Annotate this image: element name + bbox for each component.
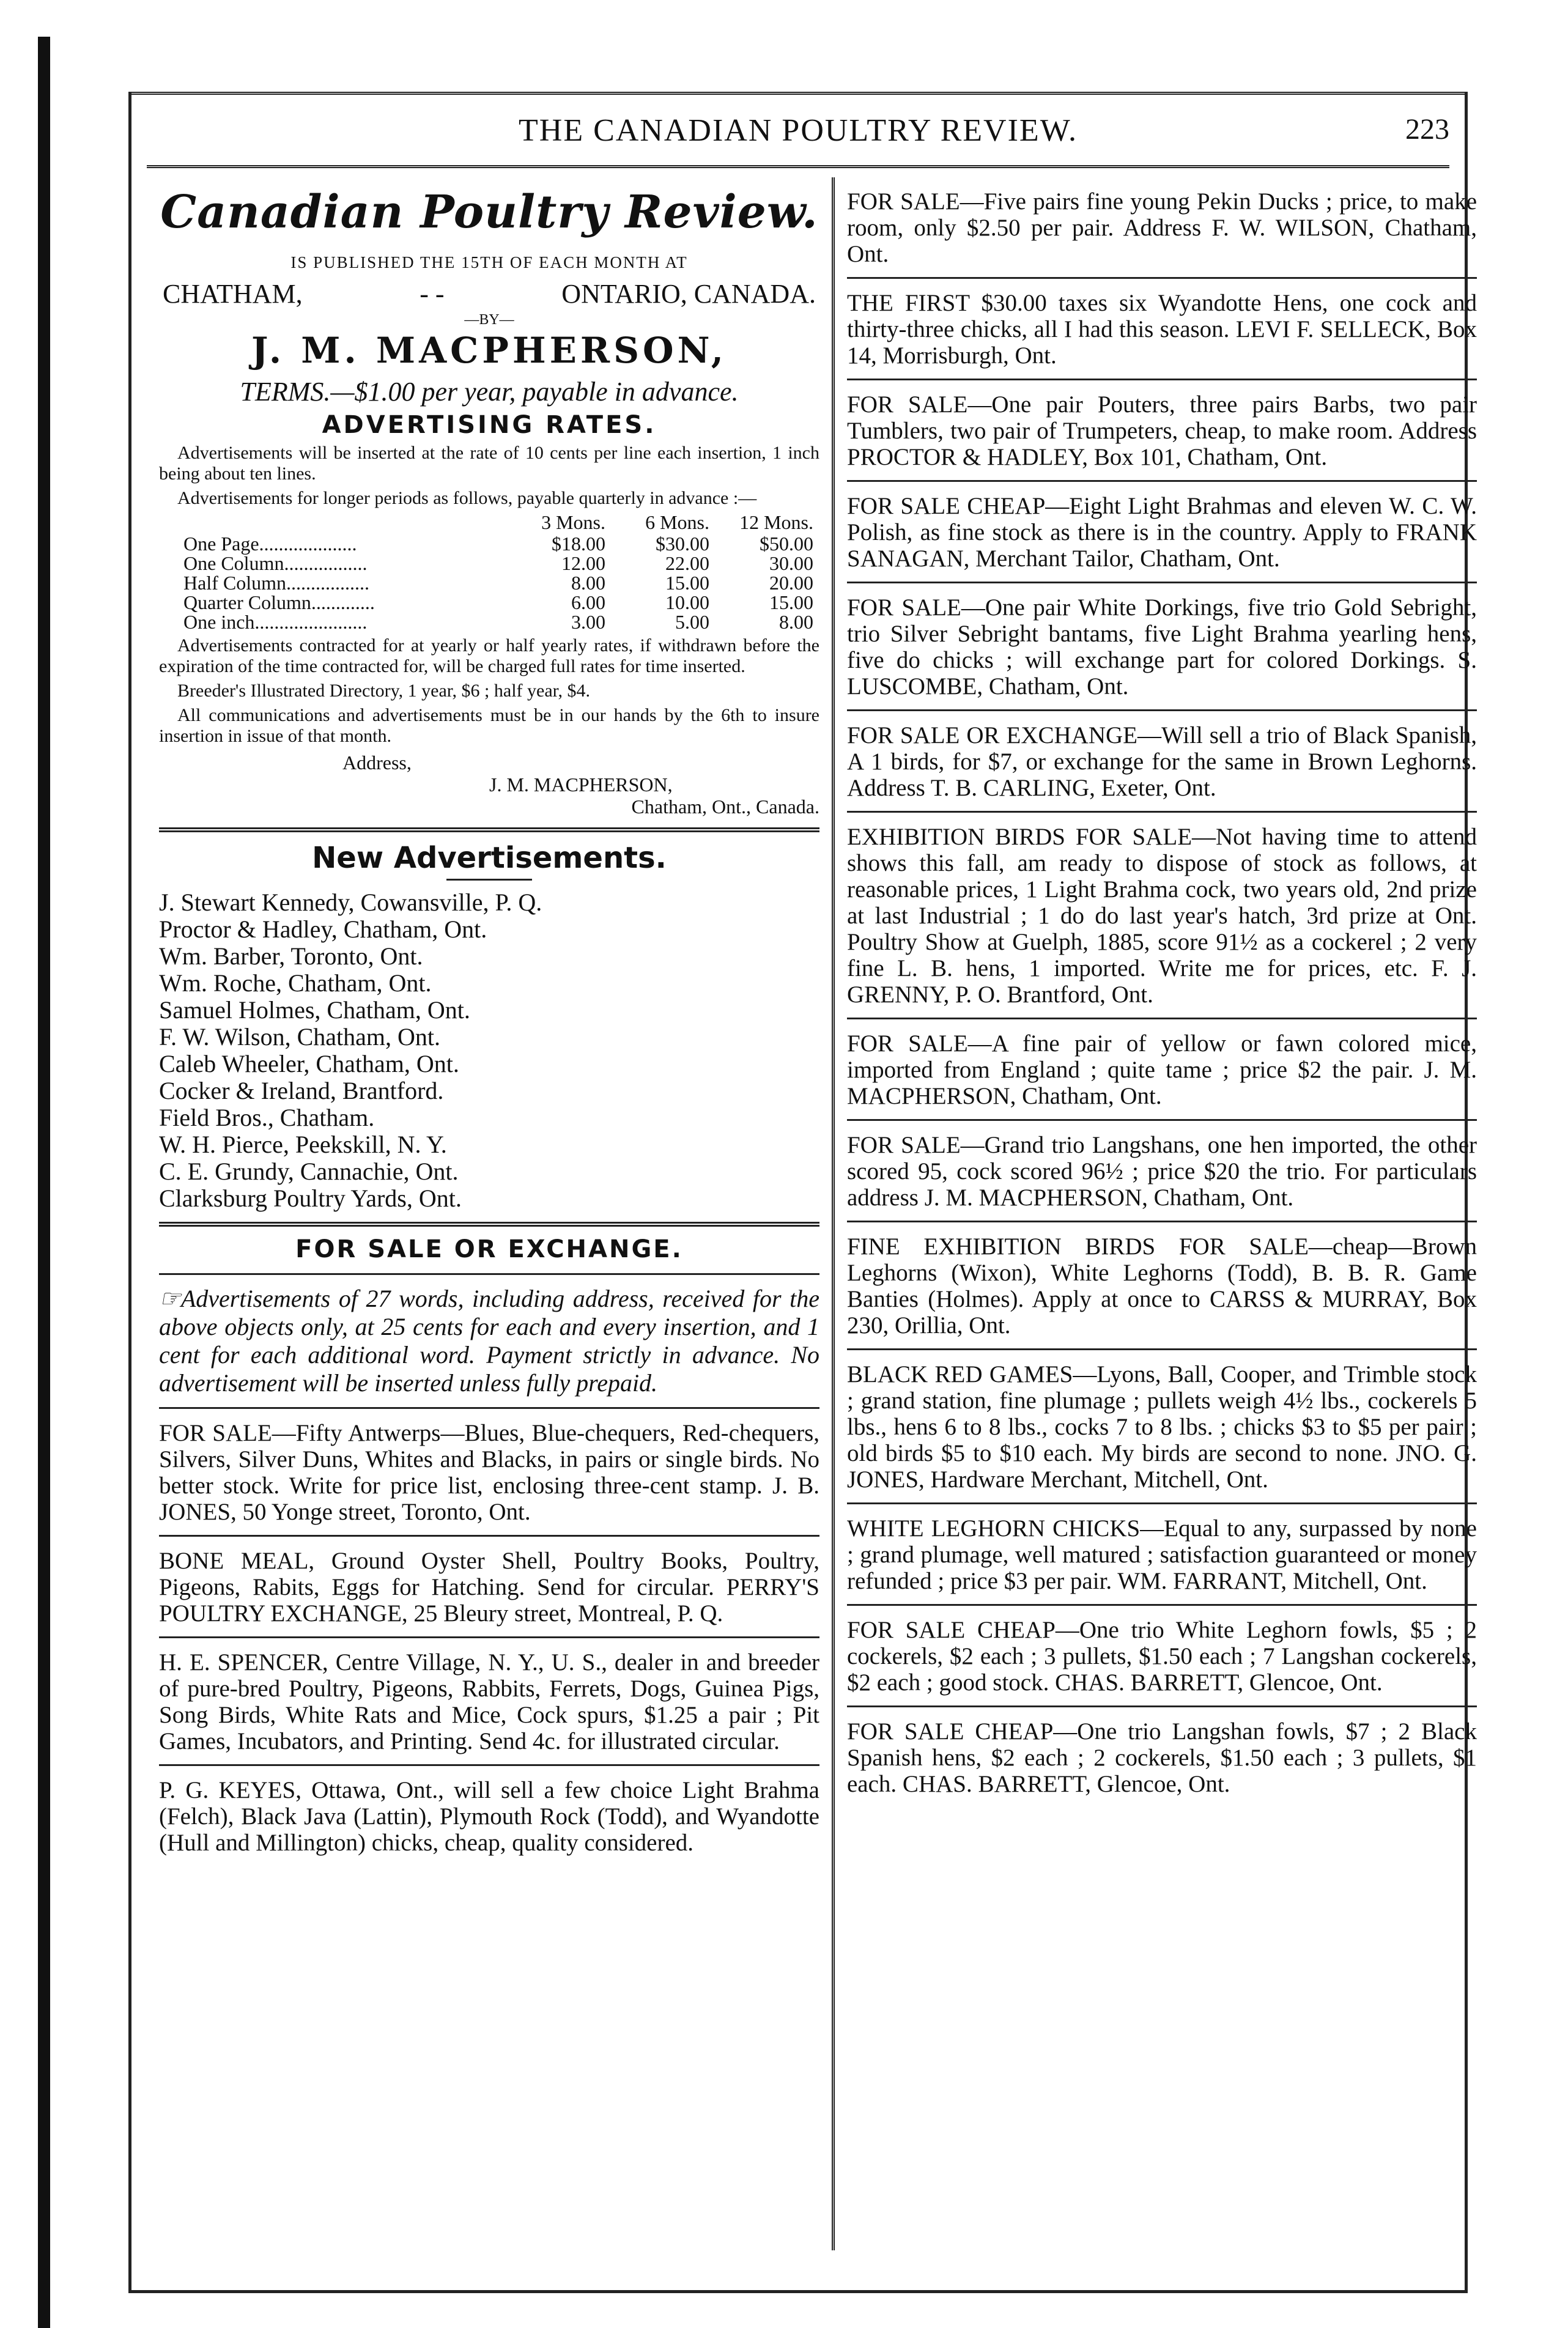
ad-rule xyxy=(847,277,1477,279)
list-item: Caleb Wheeler, Chatham, Ont. xyxy=(159,1050,459,1077)
rates-3m: $18.00 xyxy=(552,533,605,555)
ad-rule xyxy=(847,1119,1477,1121)
rates-12m: $50.00 xyxy=(760,533,813,555)
classified-ad: BONE MEAL, Ground Oyster Shell, Poultry Books, Poultry, Pigeons, Rabits, Eggs for Hatching. Send for circular. PERRY'S POULTRY EXCHANGE, 25 Bleury street, Montreal, P. Q. xyxy=(159,1548,819,1627)
scan-edge-bar xyxy=(38,37,50,2328)
rates-row xyxy=(159,612,819,632)
rates-item: One inch....................... xyxy=(183,611,368,633)
ad-rule xyxy=(847,1502,1477,1504)
page-number: 223 xyxy=(1405,113,1449,146)
left-column xyxy=(159,177,819,2250)
list-item: Samuel Holmes, Chatham, Ont. xyxy=(159,996,470,1024)
rates-item: Half Column................. xyxy=(183,572,369,594)
rates-12m: 20.00 xyxy=(769,572,813,594)
terms: TERMS.—$1.00 per year, payable in advance. xyxy=(240,377,739,407)
ad-rule xyxy=(847,1221,1477,1222)
ad-rule xyxy=(847,1018,1477,1019)
new-ads-heading: New Advertisements. xyxy=(312,841,667,875)
list-item: Wm. Roche, Chatham, Ont. xyxy=(159,969,432,997)
list-item: F. W. Wilson, Chatham, Ont. xyxy=(159,1023,441,1051)
ad-rule xyxy=(847,1705,1477,1707)
communications-note: All communications and advertisements must be in our hands by the 6th to insure insertion in issue of that month. xyxy=(159,705,819,746)
rates-header-12m: 12 Mons. xyxy=(739,511,813,533)
ad-rule xyxy=(847,1604,1477,1606)
running-head xyxy=(128,109,1468,158)
rates-longer: Advertisements for longer periods as follows, payable quarterly in advance :— xyxy=(177,488,757,508)
address-label: Address, xyxy=(342,752,412,774)
rates-header-6m: 6 Mons. xyxy=(645,511,709,533)
ad-rule xyxy=(847,811,1477,813)
rates-row xyxy=(159,534,819,553)
address-name: J. M. MACPHERSON, xyxy=(489,774,673,796)
section-rule xyxy=(159,1222,819,1227)
by-line: —BY— xyxy=(464,312,514,328)
rates-3m: 3.00 xyxy=(571,611,605,633)
list-item: W. H. Pierce, Peekskill, N. Y. xyxy=(159,1131,447,1158)
list-item: Clarksburg Poultry Yards, Ont. xyxy=(159,1184,462,1212)
rates-3m: 8.00 xyxy=(571,572,605,594)
classified-ad: P. G. KEYES, Ottawa, Ont., will sell a few choice Light Brahma (Felch), Black Java (Lattin), Plymouth Rock (Todd), and Wyandotte (Hull and Millington) chicks, cheap, quality considered. xyxy=(159,1777,819,1856)
ad-rule xyxy=(847,379,1477,380)
section-rule xyxy=(159,1273,819,1275)
classified-ad: H. E. SPENCER, Centre Village, N. Y., U. S., dealer in and breeder of pure-bred Poultry, Pigeons, Rabbits, Ferrets, Dogs, Guinea Pigs, Song Birds, White Rats and Mice, Cock spurs, $1.25 a pair ; Pit Games, Incubators, and Printing. Send 4c. for illustrated circular. xyxy=(159,1649,819,1754)
ad-rule xyxy=(847,1348,1477,1350)
rates-intro: Advertisements will be inserted at the rate of 10 cents per line each insertion, 1 inch being about ten lines. xyxy=(159,443,819,484)
classified-ad: BLACK RED GAMES—Lyons, Ball, Cooper, and Trimble stock ; grand station, fine plumage ; pullets weigh 4½ lbs., cockerels 5 lbs., hens 6 to 8 lbs., cocks 7 to 8 lbs. ; chicks $3 to $5 per pair ; old birds $5 to $10 each. My birds are second to none. JNO. G. JONES, Hardware Merchant, Mitchell, Ont. xyxy=(847,1361,1477,1493)
ad-rule xyxy=(159,1764,819,1766)
classified-ad: FOR SALE—Five pairs fine young Pekin Ducks ; price, to make room, only $2.50 per pair. Address F. W. WILSON, Chatham, Ont. xyxy=(847,188,1477,267)
rates-6m: 15.00 xyxy=(665,572,709,594)
rates-6m: 10.00 xyxy=(665,591,709,613)
list-item: C. E. Grundy, Cannachie, Ont. xyxy=(159,1158,459,1185)
classified-ad: FOR SALE—One pair White Dorkings, five trio Gold Sebright, trio Silver Sebright bantams, five Light Brahma yearling hens, five do chicks ; will exchange part for colored Dorkings. S. LUSCOMBE, Chatham, Ont. xyxy=(847,594,1477,700)
classified-ad: EXHIBITION BIRDS FOR SALE—Not having time to attend shows this fall, am ready to dispose of stock as follows, at reasonable prices, 1 Light Brahma cock, two years old, 2nd prize at last Industrial ; 1 do do last year's hatch, 3rd prize at Ont. Poultry Show at Guelph, 1885, score 91½ as a cockerel ; 2 very fine L. B. hens, 1 imported. Write me for prices, etc. F. J. GRENNY, P. O. Brantford, Ont. xyxy=(847,824,1477,1008)
rates-row xyxy=(159,593,819,612)
dashes: - - xyxy=(420,279,445,309)
classified-ad: FOR SALE—Grand trio Langshans, one hen imported, the other scored 95, cock scored 96½ ; price $20 the trio. For particulars address J. M. MACPHERSON, Chatham, Ont. xyxy=(847,1132,1477,1211)
address-block xyxy=(159,752,819,818)
short-rule xyxy=(446,879,532,881)
rates-12m: 15.00 xyxy=(769,591,813,613)
for-sale-notice: ☞Advertisements of 27 words, including address, received for the above objects only, at 25 cents for each and every insertion, and 1 cent for each additional word. Payment strictly in advance. No advertisement will be inserted unless fully prepaid. xyxy=(159,1285,819,1397)
published-line: IS PUBLISHED THE 15TH OF EACH MONTH AT xyxy=(290,253,688,272)
province: ONTARIO, CANADA. xyxy=(561,279,816,309)
rates-6m: 5.00 xyxy=(675,611,709,633)
breeders-directory: Breeder's Illustrated Directory, 1 year, $6 ; half year, $4. xyxy=(177,681,590,701)
rates-item: One Page.................... xyxy=(183,533,357,555)
classified-ad: FOR SALE—One pair Pouters, three pairs Barbs, two pair Tumblers, two pair of Trumpeters, cheap, to make room. Address PROCTOR & HADLEY, Box 101, Chatham, Ont. xyxy=(847,391,1477,470)
classified-ad: FOR SALE CHEAP—Eight Light Brahmas and eleven W. C. W. Polish, as fine stock as there is in the country. Apply to FRANK SANAGAN, Merchant Tailor, Chatham, Ont. xyxy=(847,493,1477,572)
classified-ad: FOR SALE—Fifty Antwerps—Blues, Blue-chequers, Red-chequers, Silvers, Silver Duns, Whites and Blacks, in pairs or single birds. No better stock. Write for price list, enclosing three-cent stamp. J. B. JONES, 50 Yonge street, Toronto, Ont. xyxy=(159,1420,819,1525)
rates-row xyxy=(159,573,819,593)
ad-rule xyxy=(847,709,1477,711)
classified-ad: WHITE LEGHORN CHICKS—Equal to any, surpassed by none ; grand plumage, well matured ; satisfaction guaranteed or money refunded ; price $3 per pair. WM. FARRANT, Mitchell, Ont. xyxy=(847,1515,1477,1594)
classified-ad: FINE EXHIBITION BIRDS FOR SALE—cheap—Brown Leghorns (Wixon), White Leghorns (Todd), B. B. R. Game Banties (Holmes). Apply at once to CARSS & MURRAY, Box 230, Orillia, Ont. xyxy=(847,1233,1477,1339)
head-rule xyxy=(147,165,1449,168)
place-line xyxy=(159,278,819,309)
publisher-name: J. M. MACPHERSON, xyxy=(251,330,727,371)
for-sale-heading: FOR SALE OR EXCHANGE. xyxy=(295,1235,683,1263)
classified-ad: THE FIRST $30.00 taxes six Wyandotte Hens, one cock and thirty-three chicks, all I had this season. LEVI F. SELLECK, Box 14, Morrisburgh, Ont. xyxy=(847,290,1477,369)
classified-ad: FOR SALE OR EXCHANGE—Will sell a trio of Black Spanish, A 1 birds, for $7, or exchange for the same in Brown Leghorns. Address T. B. CARLING, Exeter, Ont. xyxy=(847,722,1477,801)
rates-6m: $30.00 xyxy=(656,533,709,555)
rates-heading: ADVERTISING RATES. xyxy=(322,411,657,439)
masthead-title: Canadian Poultry Review. xyxy=(160,186,818,238)
rates-6m: 22.00 xyxy=(665,552,709,574)
rates-header-3m: 3 Mons. xyxy=(541,511,605,533)
list-item: Proctor & Hadley, Chatham, Ont. xyxy=(159,915,487,943)
running-head-title: THE CANADIAN POULTRY REVIEW. xyxy=(519,113,1078,148)
rates-item: Quarter Column............. xyxy=(183,591,375,613)
rates-3m: 12.00 xyxy=(561,552,605,574)
rates-table xyxy=(159,511,819,632)
rates-12m: 8.00 xyxy=(779,611,813,633)
city: CHATHAM, xyxy=(163,279,303,309)
rates-contract: Advertisements contracted for at yearly or half yearly rates, if withdrawn before the expiration of the time contracted for, will be charged full rates for time inserted. xyxy=(159,635,819,676)
list-item: Field Bros., Chatham. xyxy=(159,1104,375,1131)
ad-rule xyxy=(847,582,1477,583)
rates-header-row xyxy=(159,511,819,534)
new-ads-list xyxy=(159,889,819,1212)
section-rule xyxy=(159,1407,819,1409)
list-item: Cocker & Ireland, Brantford. xyxy=(159,1077,444,1104)
rates-3m: 6.00 xyxy=(571,591,605,613)
ad-rule xyxy=(159,1535,819,1537)
classified-ad: FOR SALE CHEAP—One trio White Leghorn fowls, $5 ; 2 cockerels, $2 each ; 3 pullets, $1.50 each ; 7 Langshan cockerels, $2 each ; good stock. CHAS. BARRETT, Glencoe, Ont. xyxy=(847,1617,1477,1696)
address-place: Chatham, Ont., Canada. xyxy=(631,796,819,818)
rates-12m: 30.00 xyxy=(769,552,813,574)
rates-row xyxy=(159,553,819,573)
rates-header-blank xyxy=(159,511,508,534)
list-item: Wm. Barber, Toronto, Ont. xyxy=(159,942,423,970)
classified-ad: FOR SALE—A fine pair of yellow or fawn colored mice, imported from England ; quite tame ; price $2 the pair. J. M. MACPHERSON, Chatham, Ont. xyxy=(847,1030,1477,1109)
ad-rule xyxy=(159,1636,819,1638)
rates-item: One Column................. xyxy=(183,552,368,574)
ad-rule xyxy=(847,480,1477,482)
right-column xyxy=(847,177,1477,2250)
classified-ad: FOR SALE CHEAP—One trio Langshan fowls, $7 ; 2 Black Spanish hens, $2 each ; 2 cockerels, $1.50 each ; 3 pullets, $1 each. CHAS. BARRETT, Glencoe, Ont. xyxy=(847,1718,1477,1797)
list-item: J. Stewart Kennedy, Cowansville, P. Q. xyxy=(159,889,542,916)
column-divider xyxy=(832,177,835,2250)
section-rule xyxy=(159,827,819,832)
